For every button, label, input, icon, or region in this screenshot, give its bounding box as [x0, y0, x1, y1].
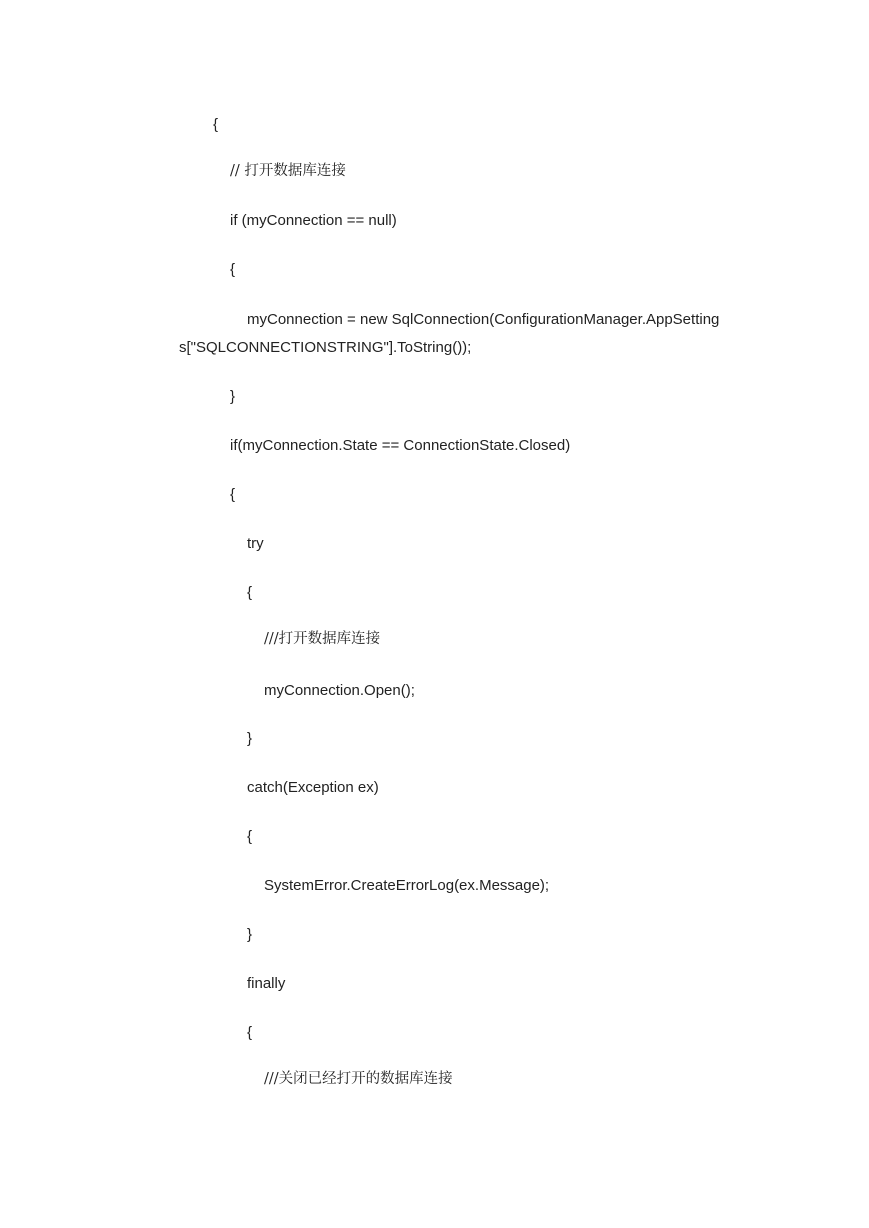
code-line-close-brace-try: }: [247, 730, 253, 747]
code-line-catch: catch(Exception ex): [247, 779, 379, 796]
code-line-finally: finally: [247, 975, 286, 992]
code-line-open-brace-try: {: [247, 584, 253, 601]
code-comment-open-connection: // 打开数据库连接: [230, 163, 346, 179]
code-line-open-brace-catch: {: [247, 828, 253, 845]
code-line-new-connection: myConnection = new SqlConnection(ConfigurationManager.AppSetting: [247, 311, 720, 328]
code-line-if-null: if (myConnection == null): [230, 212, 397, 229]
code-line-error-log: SystemError.CreateErrorLog(ex.Message);: [264, 877, 550, 894]
code-line-new-connection-wrap: s["SQLCONNECTIONSTRING"].ToString());: [179, 339, 472, 356]
code-line-open-brace-if: {: [230, 261, 236, 278]
code-comment-close-connection: ///关闭已经打开的数据库连接: [264, 1071, 453, 1087]
code-line-if-closed: if(myConnection.State == ConnectionState.Closed): [230, 437, 571, 454]
code-line-open-call: myConnection.Open();: [264, 682, 415, 699]
code-line-close-brace-if: }: [230, 388, 236, 405]
code-line-open-brace-outer: {: [213, 116, 219, 133]
code-line-try: try: [247, 535, 264, 552]
code-line-open-brace-finally: {: [247, 1024, 253, 1041]
code-comment-open-connection-2: ///打开数据库连接: [264, 631, 381, 647]
code-line-open-brace-state: {: [230, 486, 236, 503]
code-line-close-brace-catch: }: [247, 926, 253, 943]
